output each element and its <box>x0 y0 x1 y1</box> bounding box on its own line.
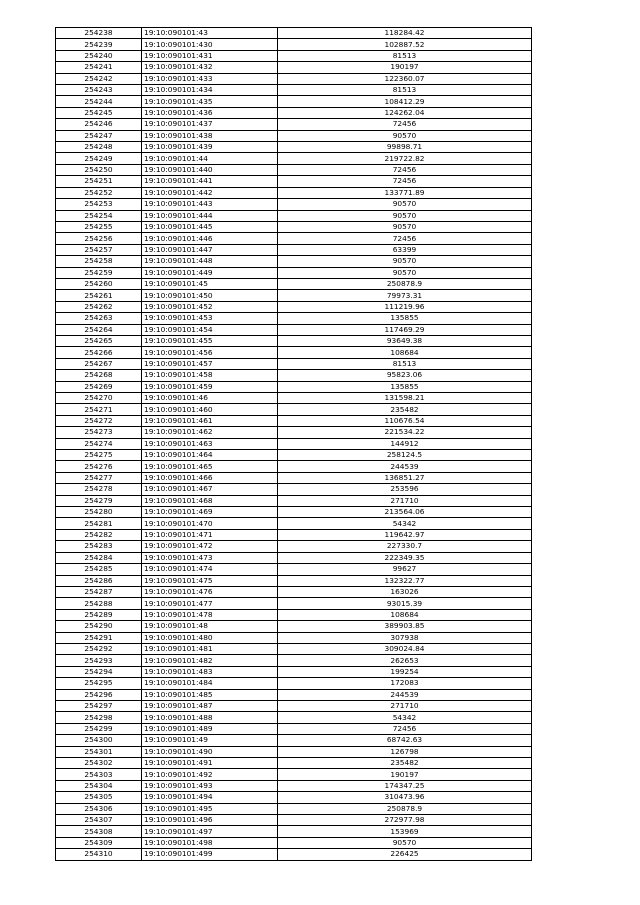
row-number-cell: 254301 <box>56 746 142 757</box>
row-number-cell: 254270 <box>56 393 142 404</box>
row-number-cell: 254262 <box>56 301 142 312</box>
row-number-cell: 254283 <box>56 541 142 552</box>
row-number-cell: 254241 <box>56 62 142 73</box>
value-cell: 153969 <box>278 826 532 837</box>
row-number-cell: 254303 <box>56 769 142 780</box>
row-number-cell: 254276 <box>56 461 142 472</box>
row-number-cell: 254263 <box>56 313 142 324</box>
cadastral-number-cell: 19:10:090101:463 <box>142 438 278 449</box>
row-number-cell: 254279 <box>56 495 142 506</box>
cadastral-number-cell: 19:10:090101:43 <box>142 28 278 39</box>
table-row <box>56 609 532 620</box>
row-number-cell: 254266 <box>56 347 142 358</box>
cadastral-number-cell: 19:10:090101:495 <box>142 803 278 814</box>
row-number-cell: 254249 <box>56 153 142 164</box>
table-row <box>56 746 532 757</box>
cadastral-number-cell: 19:10:090101:460 <box>142 404 278 415</box>
value-cell: 307938 <box>278 632 532 643</box>
value-cell: 95823.06 <box>278 370 532 381</box>
value-cell: 190197 <box>278 769 532 780</box>
value-cell: 235482 <box>278 758 532 769</box>
table-row <box>56 792 532 803</box>
value-cell: 271710 <box>278 700 532 711</box>
cadastral-number-cell: 19:10:090101:457 <box>142 358 278 369</box>
table-row <box>56 267 532 278</box>
row-number-cell: 254256 <box>56 233 142 244</box>
table-row <box>56 358 532 369</box>
cadastral-number-cell: 19:10:090101:462 <box>142 427 278 438</box>
cadastral-number-cell: 19:10:090101:458 <box>142 370 278 381</box>
value-cell: 262653 <box>278 655 532 666</box>
value-cell: 81513 <box>278 50 532 61</box>
table-row <box>56 495 532 506</box>
row-number-cell: 254298 <box>56 712 142 723</box>
row-number-cell: 254280 <box>56 507 142 518</box>
row-number-cell: 254251 <box>56 176 142 187</box>
row-number-cell: 254271 <box>56 404 142 415</box>
cadastral-number-cell: 19:10:090101:497 <box>142 826 278 837</box>
cadastral-number-cell: 19:10:090101:445 <box>142 221 278 232</box>
table-row <box>56 130 532 141</box>
cadastral-number-cell: 19:10:090101:478 <box>142 609 278 620</box>
table-row <box>56 735 532 746</box>
value-cell: 135855 <box>278 381 532 392</box>
row-number-cell: 254302 <box>56 758 142 769</box>
row-number-cell: 254297 <box>56 700 142 711</box>
table-row <box>56 278 532 289</box>
table-row <box>56 256 532 267</box>
table-row <box>56 199 532 210</box>
value-cell: 90570 <box>278 199 532 210</box>
row-number-cell: 254258 <box>56 256 142 267</box>
row-number-cell: 254293 <box>56 655 142 666</box>
value-cell: 172083 <box>278 678 532 689</box>
cadastral-number-cell: 19:10:090101:493 <box>142 780 278 791</box>
table-row <box>56 335 532 346</box>
value-cell: 90570 <box>278 210 532 221</box>
cadastral-number-cell: 19:10:090101:470 <box>142 518 278 529</box>
table-row <box>56 153 532 164</box>
row-number-cell: 254245 <box>56 107 142 118</box>
row-number-cell: 254259 <box>56 267 142 278</box>
cadastral-number-cell: 19:10:090101:436 <box>142 107 278 118</box>
value-cell: 119642.97 <box>278 529 532 540</box>
cadastral-number-cell: 19:10:090101:446 <box>142 233 278 244</box>
table-row <box>56 119 532 130</box>
table-row <box>56 244 532 255</box>
row-number-cell: 254294 <box>56 666 142 677</box>
value-cell: 68742.63 <box>278 735 532 746</box>
cadastral-number-cell: 19:10:090101:499 <box>142 849 278 860</box>
cadastral-number-cell: 19:10:090101:441 <box>142 176 278 187</box>
row-number-cell: 254278 <box>56 484 142 495</box>
value-cell: 118284.42 <box>278 28 532 39</box>
row-number-cell: 254304 <box>56 780 142 791</box>
value-cell: 90570 <box>278 130 532 141</box>
cadastral-number-cell: 19:10:090101:447 <box>142 244 278 255</box>
table-row <box>56 187 532 198</box>
cadastral-number-cell: 19:10:090101:477 <box>142 598 278 609</box>
table-row <box>56 313 532 324</box>
row-number-cell: 254295 <box>56 678 142 689</box>
table-row <box>56 632 532 643</box>
value-cell: 124262.04 <box>278 107 532 118</box>
cadastral-number-cell: 19:10:090101:449 <box>142 267 278 278</box>
cadastral-number-cell: 19:10:090101:455 <box>142 335 278 346</box>
cadastral-number-cell: 19:10:090101:468 <box>142 495 278 506</box>
value-cell: 213564.06 <box>278 507 532 518</box>
cadastral-number-cell: 19:10:090101:482 <box>142 655 278 666</box>
value-cell: 93015.39 <box>278 598 532 609</box>
table-row <box>56 666 532 677</box>
cadastral-number-cell: 19:10:090101:48 <box>142 621 278 632</box>
cadastral-number-cell: 19:10:090101:483 <box>142 666 278 677</box>
value-cell: 93649.38 <box>278 335 532 346</box>
value-cell: 219722.82 <box>278 153 532 164</box>
cadastral-number-cell: 19:10:090101:498 <box>142 837 278 848</box>
cadastral-number-cell: 19:10:090101:488 <box>142 712 278 723</box>
value-cell: 117469.29 <box>278 324 532 335</box>
table-row <box>56 438 532 449</box>
row-number-cell: 254296 <box>56 689 142 700</box>
row-number-cell: 254282 <box>56 529 142 540</box>
row-number-cell: 254272 <box>56 415 142 426</box>
row-number-cell: 254243 <box>56 85 142 96</box>
cadastral-number-cell: 19:10:090101:456 <box>142 347 278 358</box>
row-number-cell: 254267 <box>56 358 142 369</box>
row-number-cell: 254268 <box>56 370 142 381</box>
row-number-cell: 254307 <box>56 815 142 826</box>
row-number-cell: 254250 <box>56 164 142 175</box>
table-body <box>56 28 532 861</box>
cadastral-number-cell: 19:10:090101:452 <box>142 301 278 312</box>
row-number-cell: 254264 <box>56 324 142 335</box>
value-cell: 131598.21 <box>278 393 532 404</box>
row-number-cell: 254291 <box>56 632 142 643</box>
cadastral-number-cell: 19:10:090101:49 <box>142 735 278 746</box>
table-row <box>56 689 532 700</box>
table-row <box>56 529 532 540</box>
cadastral-number-cell: 19:10:090101:473 <box>142 552 278 563</box>
table-row <box>56 849 532 860</box>
cadastral-number-cell: 19:10:090101:481 <box>142 643 278 654</box>
value-cell: 144912 <box>278 438 532 449</box>
table-row <box>56 450 532 461</box>
value-cell: 108412.29 <box>278 96 532 107</box>
row-number-cell: 254308 <box>56 826 142 837</box>
row-number-cell: 254255 <box>56 221 142 232</box>
value-cell: 199254 <box>278 666 532 677</box>
row-number-cell: 254281 <box>56 518 142 529</box>
value-cell: 54342 <box>278 518 532 529</box>
cadastral-number-cell: 19:10:090101:46 <box>142 393 278 404</box>
table-row <box>56 381 532 392</box>
row-number-cell: 254247 <box>56 130 142 141</box>
cadastral-number-cell: 19:10:090101:465 <box>142 461 278 472</box>
cadastral-number-cell: 19:10:090101:484 <box>142 678 278 689</box>
cadastral-number-cell: 19:10:090101:476 <box>142 586 278 597</box>
cadastral-number-cell: 19:10:090101:454 <box>142 324 278 335</box>
table-row <box>56 324 532 335</box>
value-cell: 81513 <box>278 85 532 96</box>
value-cell: 72456 <box>278 723 532 734</box>
row-number-cell: 254238 <box>56 28 142 39</box>
table-row <box>56 815 532 826</box>
cadastral-number-cell: 19:10:090101:440 <box>142 164 278 175</box>
cadastral-number-cell: 19:10:090101:459 <box>142 381 278 392</box>
value-cell: 136851.27 <box>278 472 532 483</box>
cadastral-number-cell: 19:10:090101:489 <box>142 723 278 734</box>
table-row <box>56 552 532 563</box>
value-cell: 133771.89 <box>278 187 532 198</box>
cadastral-number-cell: 19:10:090101:490 <box>142 746 278 757</box>
value-cell: 90570 <box>278 267 532 278</box>
value-cell: 108684 <box>278 347 532 358</box>
row-number-cell: 254287 <box>56 586 142 597</box>
table-row <box>56 655 532 666</box>
cadastral-number-cell: 19:10:090101:433 <box>142 73 278 84</box>
value-cell: 244539 <box>278 461 532 472</box>
table-row <box>56 50 532 61</box>
value-cell: 122360.07 <box>278 73 532 84</box>
value-cell: 110676.54 <box>278 415 532 426</box>
value-cell: 227330.7 <box>278 541 532 552</box>
cadastral-number-cell: 19:10:090101:438 <box>142 130 278 141</box>
cadastral-number-cell: 19:10:090101:466 <box>142 472 278 483</box>
value-cell: 135855 <box>278 313 532 324</box>
cadastral-number-cell: 19:10:090101:448 <box>142 256 278 267</box>
table-row <box>56 221 532 232</box>
value-cell: 221534.22 <box>278 427 532 438</box>
table-row <box>56 712 532 723</box>
table-row <box>56 586 532 597</box>
table-row <box>56 678 532 689</box>
value-cell: 310473.96 <box>278 792 532 803</box>
row-number-cell: 254242 <box>56 73 142 84</box>
row-number-cell: 254306 <box>56 803 142 814</box>
table-row <box>56 176 532 187</box>
value-cell: 222349.35 <box>278 552 532 563</box>
cadastral-number-cell: 19:10:090101:480 <box>142 632 278 643</box>
table-row <box>56 290 532 301</box>
table-row <box>56 780 532 791</box>
cadastral-number-cell: 19:10:090101:442 <box>142 187 278 198</box>
table-row <box>56 210 532 221</box>
table-row <box>56 427 532 438</box>
table-row <box>56 643 532 654</box>
cadastral-number-cell: 19:10:090101:487 <box>142 700 278 711</box>
cadastral-number-cell: 19:10:090101:443 <box>142 199 278 210</box>
row-number-cell: 254299 <box>56 723 142 734</box>
table-row <box>56 472 532 483</box>
row-number-cell: 254286 <box>56 575 142 586</box>
cadastral-number-cell: 19:10:090101:432 <box>142 62 278 73</box>
cadastral-number-cell: 19:10:090101:494 <box>142 792 278 803</box>
value-cell: 102887.52 <box>278 39 532 50</box>
table-row <box>56 370 532 381</box>
table-row <box>56 758 532 769</box>
row-number-cell: 254244 <box>56 96 142 107</box>
cadastral-number-cell: 19:10:090101:472 <box>142 541 278 552</box>
value-cell: 54342 <box>278 712 532 723</box>
row-number-cell: 254309 <box>56 837 142 848</box>
table-row <box>56 73 532 84</box>
row-number-cell: 254261 <box>56 290 142 301</box>
value-cell: 90570 <box>278 221 532 232</box>
table-row <box>56 233 532 244</box>
cadastral-number-cell: 19:10:090101:496 <box>142 815 278 826</box>
value-cell: 163026 <box>278 586 532 597</box>
value-cell: 226425 <box>278 849 532 860</box>
value-cell: 72456 <box>278 119 532 130</box>
row-number-cell: 254253 <box>56 199 142 210</box>
value-cell: 132322.77 <box>278 575 532 586</box>
value-cell: 190197 <box>278 62 532 73</box>
table-row <box>56 769 532 780</box>
table-row <box>56 28 532 39</box>
cadastral-number-cell: 19:10:090101:439 <box>142 142 278 153</box>
value-cell: 250878.9 <box>278 278 532 289</box>
row-number-cell: 254257 <box>56 244 142 255</box>
value-cell: 271710 <box>278 495 532 506</box>
value-cell: 81513 <box>278 358 532 369</box>
row-number-cell: 254292 <box>56 643 142 654</box>
value-cell: 90570 <box>278 837 532 848</box>
value-cell: 99627 <box>278 564 532 575</box>
row-number-cell: 254290 <box>56 621 142 632</box>
value-cell: 235482 <box>278 404 532 415</box>
table-row <box>56 723 532 734</box>
value-cell: 258124.5 <box>278 450 532 461</box>
cadastral-number-cell: 19:10:090101:430 <box>142 39 278 50</box>
table-row <box>56 837 532 848</box>
table-row <box>56 142 532 153</box>
cadastral-number-cell: 19:10:090101:464 <box>142 450 278 461</box>
row-number-cell: 254275 <box>56 450 142 461</box>
row-number-cell: 254284 <box>56 552 142 563</box>
table-row <box>56 62 532 73</box>
cadastral-number-cell: 19:10:090101:471 <box>142 529 278 540</box>
cadastral-number-cell: 19:10:090101:492 <box>142 769 278 780</box>
table-row <box>56 347 532 358</box>
value-cell: 272977.98 <box>278 815 532 826</box>
row-number-cell: 254252 <box>56 187 142 198</box>
row-number-cell: 254248 <box>56 142 142 153</box>
row-number-cell: 254254 <box>56 210 142 221</box>
cadastral-number-cell: 19:10:090101:485 <box>142 689 278 700</box>
value-cell: 253596 <box>278 484 532 495</box>
value-cell: 250878.9 <box>278 803 532 814</box>
cadastral-number-cell: 19:10:090101:461 <box>142 415 278 426</box>
table-row <box>56 107 532 118</box>
row-number-cell: 254265 <box>56 335 142 346</box>
row-number-cell: 254305 <box>56 792 142 803</box>
value-cell: 90570 <box>278 256 532 267</box>
table-row <box>56 484 532 495</box>
value-cell: 79973.31 <box>278 290 532 301</box>
cadastral-number-cell: 19:10:090101:437 <box>142 119 278 130</box>
value-cell: 72456 <box>278 164 532 175</box>
table-row <box>56 461 532 472</box>
table-row <box>56 39 532 50</box>
cadastral-number-cell: 19:10:090101:435 <box>142 96 278 107</box>
table-row <box>56 564 532 575</box>
cadastral-number-cell: 19:10:090101:431 <box>142 50 278 61</box>
value-cell: 99898.71 <box>278 142 532 153</box>
value-cell: 72456 <box>278 176 532 187</box>
table-row <box>56 598 532 609</box>
row-number-cell: 254289 <box>56 609 142 620</box>
row-number-cell: 254240 <box>56 50 142 61</box>
row-number-cell: 254300 <box>56 735 142 746</box>
table-row <box>56 575 532 586</box>
table-row <box>56 507 532 518</box>
row-number-cell: 254269 <box>56 381 142 392</box>
cadastral-number-cell: 19:10:090101:453 <box>142 313 278 324</box>
table-row <box>56 164 532 175</box>
table-row <box>56 85 532 96</box>
table-row <box>56 301 532 312</box>
row-number-cell: 254246 <box>56 119 142 130</box>
cadastral-number-cell: 19:10:090101:44 <box>142 153 278 164</box>
table-row <box>56 621 532 632</box>
row-number-cell: 254274 <box>56 438 142 449</box>
cadastral-number-cell: 19:10:090101:491 <box>142 758 278 769</box>
table-row <box>56 700 532 711</box>
cadastral-number-cell: 19:10:090101:450 <box>142 290 278 301</box>
table-row <box>56 415 532 426</box>
value-cell: 244539 <box>278 689 532 700</box>
value-cell: 72456 <box>278 233 532 244</box>
data-table <box>55 27 532 861</box>
value-cell: 63399 <box>278 244 532 255</box>
table-row <box>56 541 532 552</box>
table-row <box>56 404 532 415</box>
value-cell: 126798 <box>278 746 532 757</box>
table-row <box>56 803 532 814</box>
document-page <box>55 27 531 861</box>
value-cell: 389903.85 <box>278 621 532 632</box>
value-cell: 174347.25 <box>278 780 532 791</box>
table-row <box>56 826 532 837</box>
table-row <box>56 393 532 404</box>
cadastral-number-cell: 19:10:090101:475 <box>142 575 278 586</box>
row-number-cell: 254285 <box>56 564 142 575</box>
cadastral-number-cell: 19:10:090101:444 <box>142 210 278 221</box>
row-number-cell: 254239 <box>56 39 142 50</box>
value-cell: 309024.84 <box>278 643 532 654</box>
cadastral-number-cell: 19:10:090101:467 <box>142 484 278 495</box>
value-cell: 108684 <box>278 609 532 620</box>
table-row <box>56 518 532 529</box>
cadastral-number-cell: 19:10:090101:474 <box>142 564 278 575</box>
cadastral-number-cell: 19:10:090101:434 <box>142 85 278 96</box>
row-number-cell: 254277 <box>56 472 142 483</box>
row-number-cell: 254288 <box>56 598 142 609</box>
cadastral-number-cell: 19:10:090101:45 <box>142 278 278 289</box>
table-row <box>56 96 532 107</box>
row-number-cell: 254273 <box>56 427 142 438</box>
value-cell: 111219.96 <box>278 301 532 312</box>
row-number-cell: 254310 <box>56 849 142 860</box>
row-number-cell: 254260 <box>56 278 142 289</box>
cadastral-number-cell: 19:10:090101:469 <box>142 507 278 518</box>
